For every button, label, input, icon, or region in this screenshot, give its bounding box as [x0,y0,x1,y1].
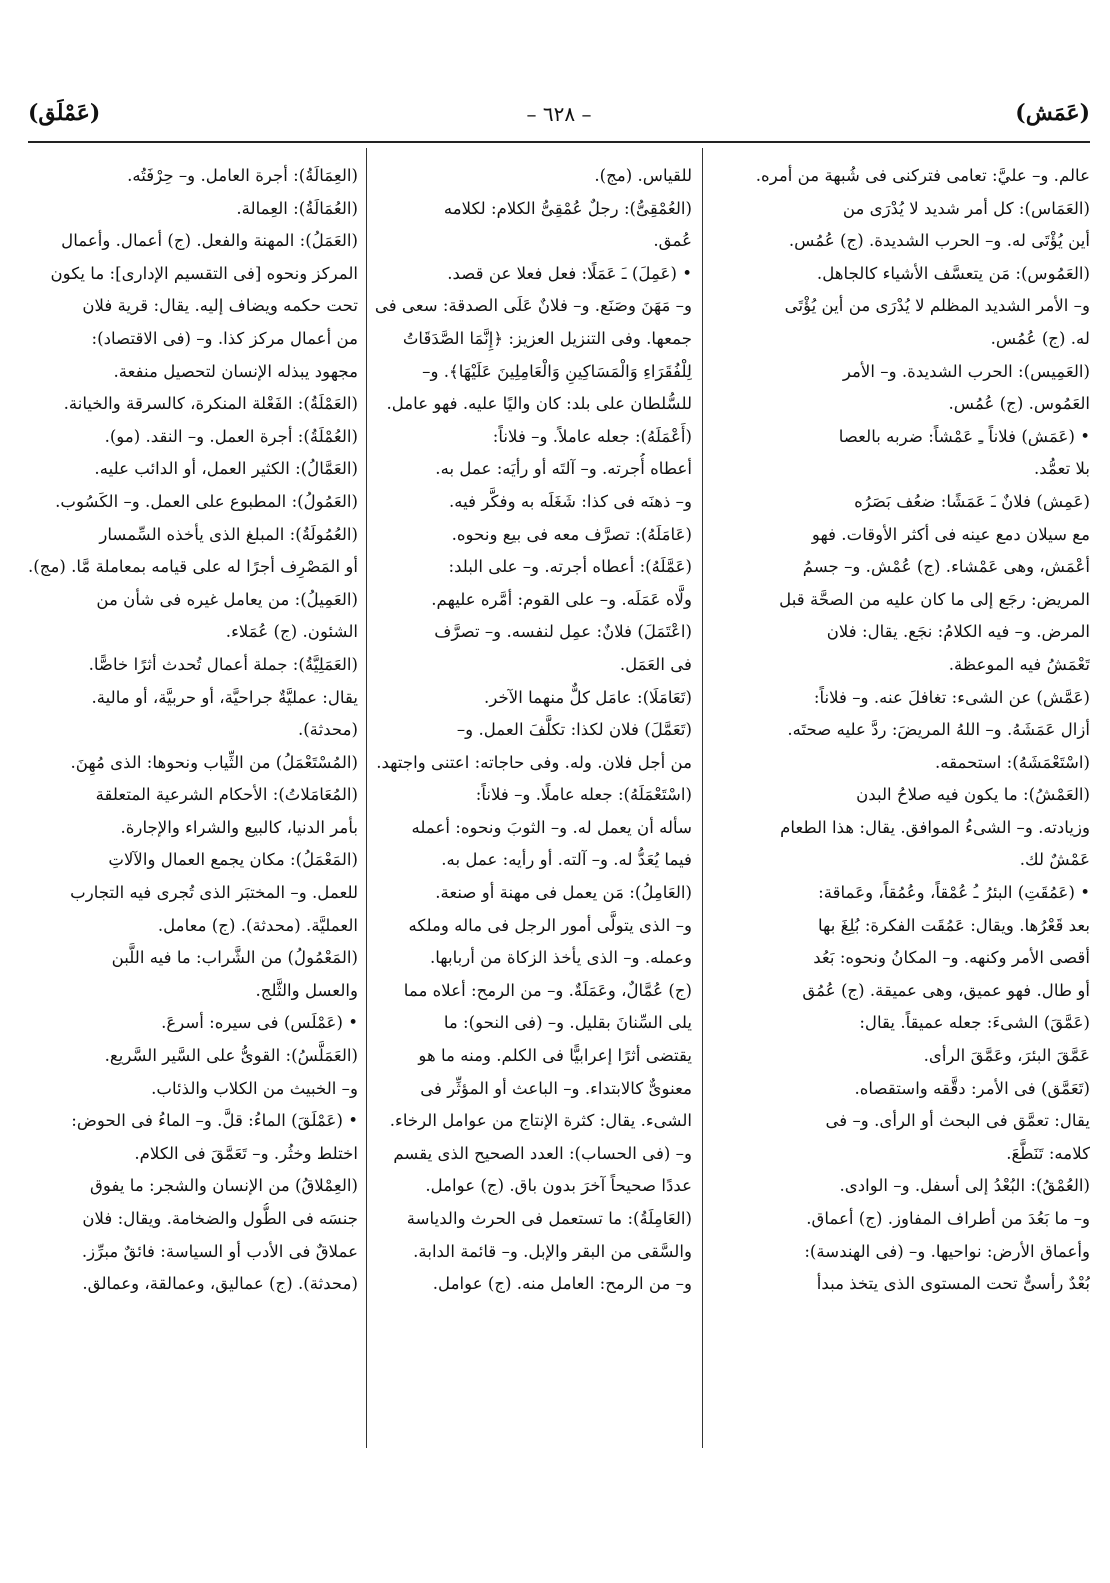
text-line: (عَمَّلَهُ): أعطاه أجرته. و– على البلد: [448,557,692,577]
text-line: فى العَمَل. [619,654,692,674]
text-line: عَمْشٌ لك. [1019,850,1090,870]
text-line: للقياس. (مج). [594,166,692,185]
text-line: كلامه: تَنَطَّعَ. [1006,1143,1090,1163]
text-line: (عَامَلَهُ): تصرَّف معه فى بيع ونحوه. [451,524,692,544]
text-line: وعمله. و– الذى يأخذ الزكاة من أربابها. [429,948,692,968]
text-line: (المُعَامَلاتُ): الأحكام الشرعية المتعلقة [95,785,358,805]
text-line: (المَعْمُولُ) من الشَّراب: ما فيه اللَّبن [111,948,358,968]
text-line: عملاقٌ فى الأدب أو السياسة: فائقٌ مبرِّز. [81,1241,358,1261]
text-line: وزيادته. و– الشىءُ الموافق. يقال: هذا الطعام [780,817,1090,837]
text-line: (العَمَلِيَّةُ): جملة أعمال تُحدث أثرًا خاصًّا. [88,654,358,674]
text-line: و– ما بَعُدَ من أطراف المفاوز. (ج) أعماق. [806,1209,1090,1228]
text-line: والسَّقى من البقر والإبل. و– قائمة الدابة. [413,1241,692,1261]
text-line: (العَمْلَةُ): الفَعْلة المنكرة، كالسرقة والخيانة. [63,394,358,414]
text-line: • (عَمْلَس) فى سيره: أسرعَ. [161,1013,358,1033]
text-line: فيما يُعَدُّ له. و– آلته. أو رأيه: عمل به. [441,850,692,870]
text-line: تَعْمَشُ فيه الموعظة. [948,654,1090,674]
text-line: والعسل والثَّلج. [255,980,358,1000]
text-line: (العَمَاس): كل أمر شديد لا يُدْرَى من [842,198,1090,218]
text-line: أعطاه أُجرته. و– آلتَه أو رأيَه: عمل به. [435,459,692,479]
text-line: (تَعَمَّلَ) فلان لكذا: تكلَّفَ العمل. و– [456,720,692,740]
text-line: (العَمِيس): الحرب الشديدة. و– الأمر [842,361,1090,381]
text-line: (اسْتَعْمَلَهُ): جعله عاملًا. و– فلاناً: [475,785,692,805]
text-line: للسُّلطان على بلد: كان واليًا عليه. فهو عامل. [386,394,692,414]
text-line: (العَمَّالُ): الكثير العمل، أو الدائب عليه. [94,459,358,479]
text-line: (العِمَالَةُ): أجرة العامل. و– حِرْفَتُه. [127,166,358,185]
text-line: و– الأمر الشديد المظلم لا يُدْرَى من أين يُؤْتَى [784,296,1090,316]
text-line: بلا تعمُّد. [1034,459,1090,479]
header-left-word: (عَمْلَق) [28,100,101,126]
text-line: عُمق. [653,231,692,251]
text-line: المرض. و– فيه الكلامُ: نجَع. يقال: فلان [826,622,1090,642]
text-line: الشئون. (ج) عُمَلاء. [225,622,358,642]
text-line: (تَعَامَلَا): عامَل كلٌّ منهما الآخر. [484,687,692,707]
text-line: معنوىٌّ كالابتداء. و– الباعث أو المؤثِّر فى [420,1078,692,1098]
text-line: • (عَمُقَتِ) البئرُ ـُ عُمْقاً، وعُمُقاً، وعَماقة: [818,883,1090,903]
text-line: (العُمْقُ): البُعْدُ إلى أسفل. و– الوادى. [839,1176,1090,1196]
text-line: أين يُؤْتَى له. و– الحرب الشديدة. (ج) عُمُس. [788,231,1090,251]
text-line: (العَمَلُ): المهنة والفعل. (ج) أعمال. وأعمال [61,231,358,251]
text-line: (العَمَلَّسُ): القوىُّ على السَّير السَّريع. [104,1046,358,1066]
text-line: أزال عَمَشَهُ. و– اللهُ المريضَ: ردَّ عليه صحتَه. [787,720,1090,740]
text-line: يقتضى أثرًا إعرابيًّا فى الكلم. ومنه ما هو [418,1046,692,1066]
text-line: و– الذى يتولَّى أمور الرجل فى ماله وملكه [408,915,692,935]
text-line: أو المَصْرِف أجرًا له على قيامه بمعاملة مَّا. (مج). [28,557,358,577]
text-line: المريض: رجَع إلى ما كان عليه من الصحَّة قبل [779,589,1090,609]
text-line: و– مَهَنَ وصَنَع. و– فلانٌ عَلَى الصدقة: سعى فى [374,296,692,316]
text-line: اختلط وخثُر. و– تَعَمَّقَ فى الكلام. [134,1143,358,1163]
text-line: (العُمَالَةُ): العِمالة. [236,198,358,218]
text-line: الشىء. يقال: كثرة الإنتاج من عوامل الرخاء. [389,1111,692,1131]
text-line: (أَعْمَلَهُ): جعله عاملاً. و– فلاناً: [492,426,692,446]
text-line: (عَمِش) فلانٌ ـَ عَمَشًا: ضعُف بَصَرُه [854,491,1090,511]
column-middle [374,160,692,1450]
header-rule [28,141,1090,143]
text-line: مع سيلان دمع عينه فى أكثر الأوقات. فهو [811,524,1090,544]
text-line: يقال: تعمَّق فى البحث أو الرأى. و– فى [825,1111,1090,1131]
column-divider [366,148,367,1448]
text-line: (العَمْشُ): ما يكون فيه صلاحُ البدن [856,785,1090,805]
text-line: بُعْدٌ رأسىٌّ تحت المستوى الذى يتخذ مبدأ [816,1274,1090,1294]
text-line: العمليَّة. (محدثة). (ج) معامل. [157,915,358,935]
text-line: (ج) عُمَّالٌ، وعَمَلَةٌ. و– من الرمح: أعلاه مما [403,980,692,1000]
text-line: وأعماق الأرض: نواحيها. و– (فى الهندسة): [804,1241,1090,1261]
column-left [28,160,358,1450]
text-line: ولَّاه عَمَلَه. و– على القوم: أمَّره عليهم. [431,589,692,609]
text-line: بأمر الدنيا، كالبيع والشراء والإجارة. [120,817,358,837]
text-line: (اعْتَمَلَ) فلانٌ: عمِل لنفسه. و– تصرَّف [434,622,692,642]
text-line: و– (فى الحساب): العدد الصحيح الذى يقسم [393,1143,692,1163]
text-line: (محدثة). [297,720,358,740]
text-line: سأله أن يعمل له. و– الثوبَ ونحوه: أعمله [411,817,692,837]
text-line: العَمُوس. (ج) عُمُس. [948,394,1090,414]
text-line: (العُمْلَةُ): أجرة العمل. و– النقد. (مو). [104,426,358,446]
text-line: لِلْفُقَرَاءِ وَالْمَسَاكِينِ وَالْعَامِلِينَ عَلَيْهَا﴾. و– [422,361,692,381]
text-line: أقصى الأمر وكنهه. و– المكانُ ونحوه: بَعُد [813,948,1090,968]
text-line: مجهود يبذله الإنسان لتحصيل منفعة. [113,361,358,381]
text-line: (العَمُوس): مَن يتعسَّف الأشياء كالجاهل. [816,263,1090,283]
text-line: أعْمَش، وهى عَمْشاء. (ج) عُمْش. و– جسمُ [802,557,1090,577]
text-line: عالم. و– عليَّ: تعامى فتركنى فى شُبهة من أمره. [755,166,1090,185]
text-line: (العُمْقِىُّ): رجلٌ عُمْقِىُّ الكلام: لكلامه [443,198,692,218]
text-line: من أعمال مركز كذا. و– (فى الاقتصاد): [91,328,358,348]
text-line: عَمَّقَ البئرَ، وعَمَّقَ الرأى. [923,1046,1090,1066]
text-line: و– ذهنَه فى كذا: شَغَلَه به وفكَّر فيه. [448,491,692,511]
text-line: (العَامِلَةُ): ما تستعمل فى الحرث والدياسة [406,1209,692,1228]
text-line: (محدثة). (ج) عماليق، وعمالقة، وعمالق. [82,1274,358,1294]
text-line: يقال: عمليَّةٌ جراحيَّة، أو حربيَّة، أو مالية. [91,687,358,707]
header-right-word: (عَمَش) [1015,100,1090,126]
text-line: تحت حكمه ويضاف إليه. يقال: قرية فلان [82,296,358,316]
text-line: يلى السِّنانَ بقليل. و– (فى النحو): ما [443,1013,692,1033]
text-line: • (عَمْلَقَ) الماءُ: قلَّ. و– الماءُ فى الحوض: [71,1111,358,1131]
text-line: • (عَمَش) فلاناً ـِ عَمْشاً: ضربه بالعصا [838,426,1090,446]
column-right [712,160,1090,1450]
text-line: للعمل. و– المختبَر الذى تُجرى فيه التجارب [70,883,358,903]
text-line: (العَمِيلُ): من يعامل غيره فى شأن من [96,589,358,609]
text-line: جمعها. وفى التنزيل العزيز: ﴿إِنَّمَا الصَّدَقَاتُ [402,328,692,348]
text-line: (المَعْمَلُ): مكان يجمع العمال والآلاتِ [108,850,358,870]
page-header [28,100,1090,140]
text-line: (عَمَّقَ) الشىءَ: جعله عميقاً. يقال: [859,1013,1090,1033]
text-line: و– الخبيث من الكلاب والذئاب. [151,1078,358,1098]
text-line: له. (ج) عُمُس. [990,328,1090,348]
text-line: و– من الرمح: العامل منه. (ج) عوامل. [432,1274,692,1294]
text-line: (العَمُولُ): المطبوع على العمل. و– الكَسُوب. [55,491,358,511]
text-line: بعد قَعْرُها. ويقال: عَمُقَت الفكرة: بُلِغَ بها [818,915,1090,935]
text-line: من أجل فلان. وله. وفى حاجاته: اعتنى واجتهد. [376,752,692,772]
text-line: (عَمَّش) عن الشىء: تغافلَ عنه. و– فلاناً: [813,687,1090,707]
text-line: (تَعَمَّق) فى الأمر: دقَّقه واستقصاه. [854,1078,1090,1098]
text-line: جنسَه فى الطُّول والضخامة. ويقال: فلان [82,1209,358,1228]
text-line: عددًا صحيحاً آخرَ بدون باق. (ج) عوامل. [425,1176,692,1196]
page-number: – ٦٢٨ – [526,102,592,126]
text-line: المركز ونحوه [فى التقسيم الإدارى]: ما يكون [50,263,358,283]
text-line: (العُمُولَةُ): المبلغ الذى يأخذه السِّمسار [99,524,358,544]
column-divider [702,148,703,1448]
text-line: • (عَمِلَ) ـَ عَمَلًا: فعل فعلا عن قصد. [447,263,692,283]
text-line: (المُسْتَعْمَلُ) من الثِّياب ونحوها: الذى مُهِنَ. [70,752,358,772]
text-line: (اسْتَعْمَشَهُ): استحمقه. [934,752,1090,772]
text-line: (العِمْلاقُ) من الإنسان والشجر: ما يفوق [90,1176,358,1196]
text-line: (العَامِلُ): مَن يعمل فى مهنة أو صنعة. [435,883,692,903]
text-line: أو طال. فهو عميق، وهى عميقة. (ج) عُمُق [802,980,1090,1000]
